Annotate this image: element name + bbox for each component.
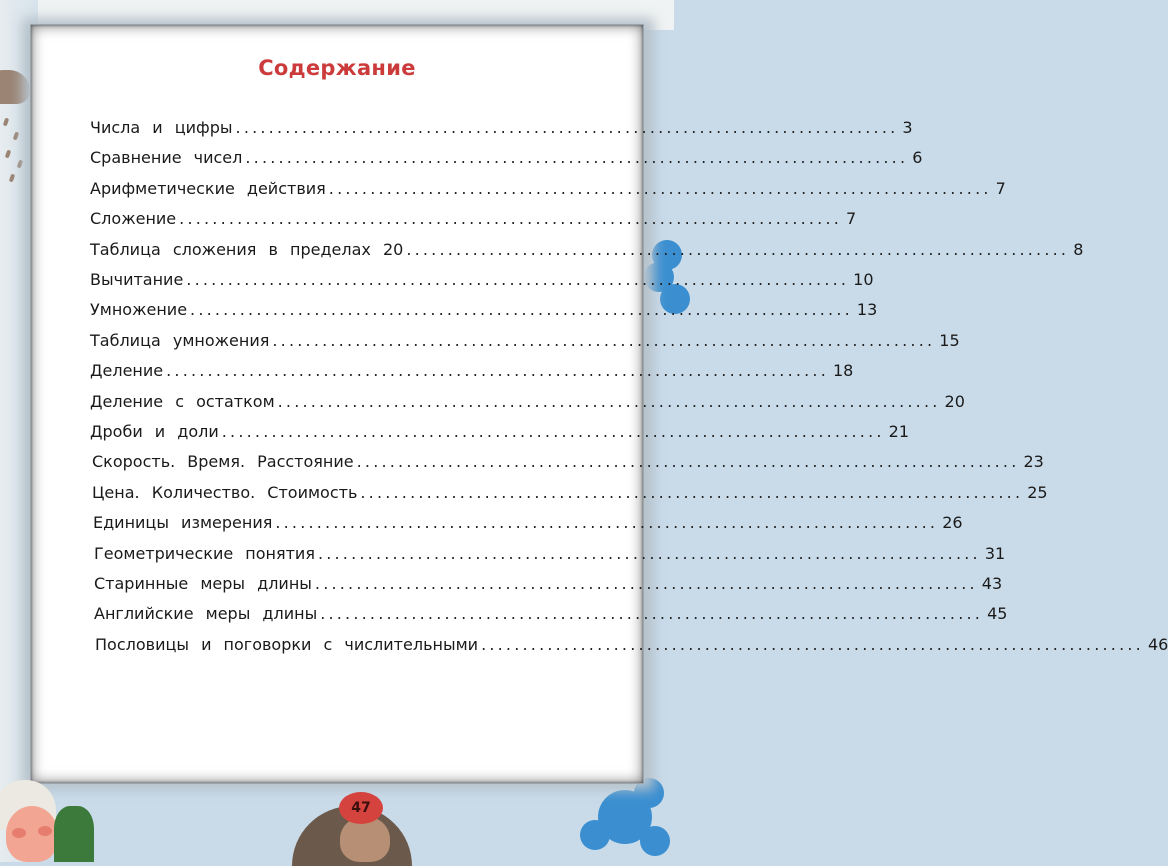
toc-entry-page-number: 18 bbox=[833, 361, 854, 381]
toc-entry-title: Старинные меры длины bbox=[94, 574, 312, 593]
toc-entry[interactable] bbox=[90, 300, 878, 320]
toc-dot-leader: ................................................................................ bbox=[320, 604, 984, 624]
toc-entry[interactable] bbox=[90, 239, 1084, 259]
toc-entry-page-number: 21 bbox=[888, 422, 909, 441]
toc-entry[interactable] bbox=[93, 513, 963, 533]
toc-entry[interactable] bbox=[95, 634, 1168, 654]
toc-entry-page-number: 7 bbox=[846, 209, 857, 229]
toc-entry-title: Числа и цифры bbox=[90, 118, 233, 137]
toc-entry-title: Геометрические понятия bbox=[94, 543, 315, 563]
toc-entry[interactable] bbox=[90, 391, 965, 411]
toc-entry-page-number: 15 bbox=[939, 330, 960, 350]
toc-entry-page-number: 25 bbox=[1027, 482, 1048, 502]
page-number: 47 bbox=[351, 800, 371, 816]
toc-entry[interactable] bbox=[90, 330, 960, 350]
toc-entry[interactable] bbox=[90, 178, 1006, 198]
toc-entry[interactable] bbox=[90, 361, 854, 381]
toc-dot-leader: ................................................................................ bbox=[245, 148, 909, 168]
toc-dot-leader: ................................................................................ bbox=[356, 452, 1020, 472]
toc-entry-title: Таблица сложения в пределах 20 bbox=[90, 239, 404, 259]
toc-dot-leader: ................................................................................ bbox=[235, 118, 899, 137]
toc-dot-leader: ................................................................................ bbox=[360, 482, 1024, 502]
toc-dot-leader: ................................................................................ bbox=[277, 391, 941, 411]
gnome-cheek-decoration bbox=[38, 826, 52, 836]
toc-entry-title: Скорость. Время. Расстояние bbox=[92, 452, 354, 472]
toc-entry-title: Единицы измерения bbox=[93, 513, 273, 533]
page-number-badge bbox=[339, 792, 383, 824]
toc-entry-title: Деление bbox=[90, 361, 164, 381]
toc-entry-page-number: 8 bbox=[1073, 239, 1084, 259]
toc-entry[interactable] bbox=[94, 604, 1008, 624]
toc-entry-page-number: 7 bbox=[995, 178, 1006, 198]
page-title: Содержание bbox=[258, 56, 416, 80]
toc-entry-title: Дроби и доли bbox=[90, 422, 219, 441]
toc-entry-title: Пословицы и поговорки с числительными bbox=[95, 634, 479, 654]
toc-entry-page-number: 46 bbox=[1147, 634, 1168, 654]
toc-dot-leader: ................................................................................ bbox=[166, 361, 829, 381]
toc-entry[interactable] bbox=[90, 148, 923, 168]
toc-entry-title: Умножение bbox=[90, 300, 188, 320]
toc-dot-leader: ................................................................................ bbox=[272, 330, 936, 350]
toc-entry-title: Вычитание bbox=[90, 270, 184, 289]
toc-dot-leader: ................................................................................ bbox=[275, 513, 939, 533]
toc-entry[interactable] bbox=[90, 209, 857, 229]
toc-entry-title: Английские меры длины bbox=[94, 604, 318, 624]
toc-entry-page-number: 31 bbox=[984, 543, 1006, 563]
toc-dot-leader: ................................................................................ bbox=[481, 634, 1144, 654]
toc-entry[interactable] bbox=[90, 118, 913, 137]
toc-dot-leader: ................................................................................ bbox=[186, 270, 850, 289]
toc-entry-page-number: 43 bbox=[981, 574, 1003, 593]
toc-entry-title: Деление с остатком bbox=[90, 391, 275, 411]
gnome-cheek-decoration bbox=[12, 828, 26, 838]
gnome-cloak-decoration bbox=[54, 806, 94, 862]
toc-entry[interactable] bbox=[94, 543, 1006, 563]
toc-dot-leader: ................................................................................ bbox=[179, 209, 843, 229]
toc-entry[interactable] bbox=[92, 452, 1044, 472]
toc-dot-leader: ................................................................................ bbox=[317, 543, 981, 563]
toc-entry-page-number: 26 bbox=[942, 513, 963, 533]
toc-entry[interactable] bbox=[90, 422, 909, 441]
toc-entry-page-number: 45 bbox=[987, 604, 1008, 624]
toc-dot-leader: ................................................................................ bbox=[221, 422, 885, 441]
toc-entry-title: Сравнение чисел bbox=[90, 148, 243, 168]
toc-entry-page-number: 10 bbox=[853, 270, 874, 289]
toc-entry-page-number: 3 bbox=[902, 118, 913, 137]
toc-entry[interactable] bbox=[94, 574, 1003, 593]
toc-entry-page-number: 20 bbox=[944, 391, 965, 411]
flower-decoration bbox=[640, 826, 670, 856]
toc-entry-title: Таблица умножения bbox=[90, 330, 270, 350]
toc-entry-page-number: 6 bbox=[912, 148, 923, 168]
toc-dot-leader: ................................................................................ bbox=[190, 300, 853, 320]
toc-dot-leader: ................................................................................ bbox=[406, 239, 1070, 259]
toc-dot-leader: ................................................................................ bbox=[314, 574, 978, 593]
toc-entry-page-number: 23 bbox=[1023, 452, 1044, 472]
toc-entry[interactable] bbox=[90, 270, 874, 289]
toc-entry-page-number: 13 bbox=[856, 300, 878, 320]
toc-entry-title: Сложение bbox=[90, 209, 177, 229]
toc-entry-title: Арифметические действия bbox=[90, 178, 326, 198]
toc-entry[interactable] bbox=[92, 482, 1048, 502]
flower-decoration bbox=[580, 820, 610, 850]
toc-entry-title: Цена. Количество. Стоимость bbox=[92, 482, 358, 502]
toc-dot-leader: ................................................................................ bbox=[328, 178, 992, 198]
